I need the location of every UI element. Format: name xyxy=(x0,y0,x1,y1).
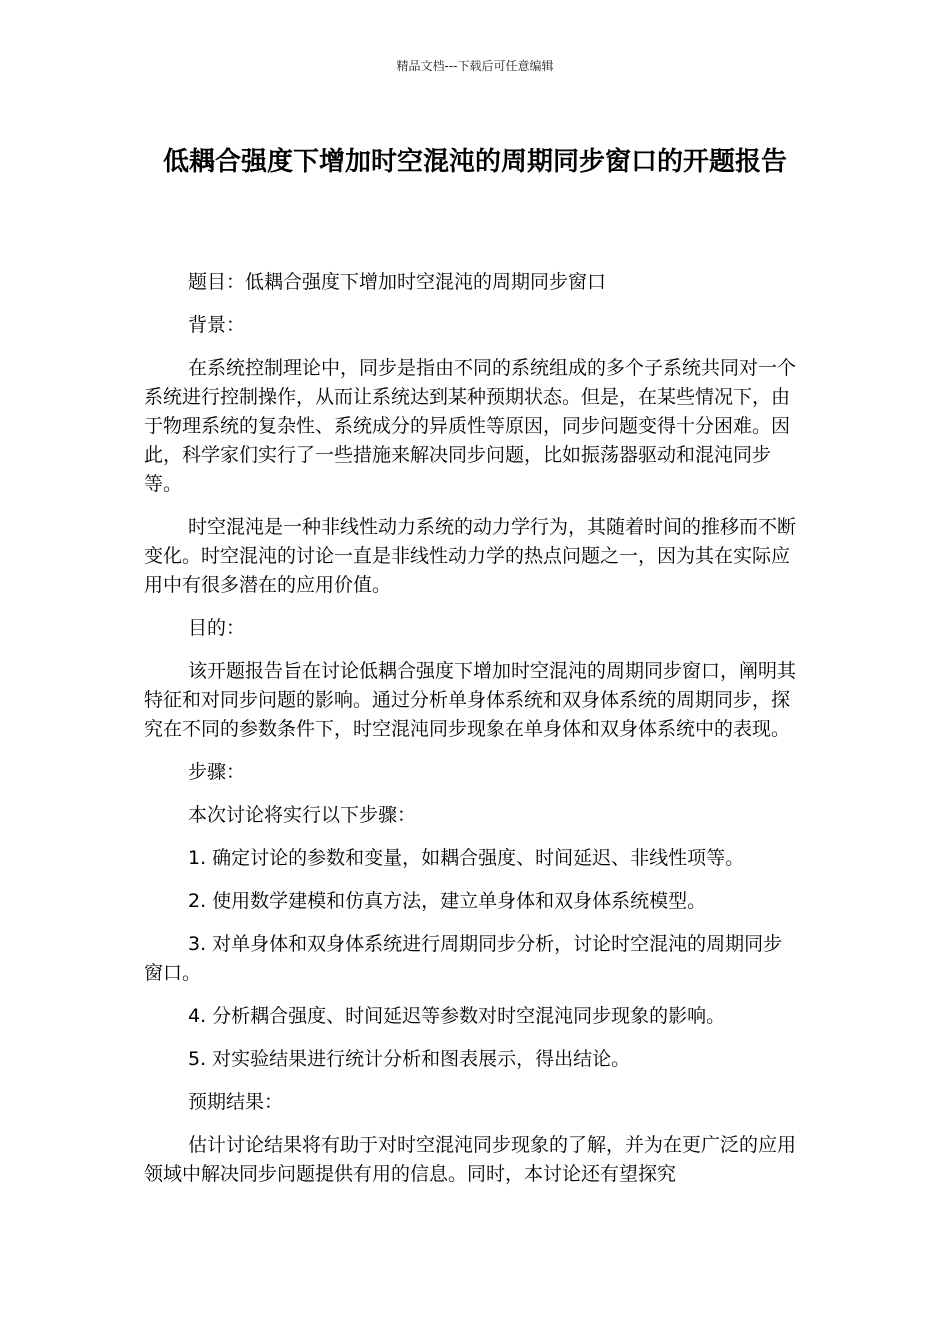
step-item-4: 4. 分析耦合强度、时间延迟等参数对时空混沌同步现象的影响。 xyxy=(188,1005,726,1027)
topic-line: 题目：低耦合强度下增加时空混沌的周期同步窗口 xyxy=(188,271,607,293)
step-item-3: 3. 对单身体和双身体系统进行周期同步分析，讨论时空混沌的周期同步窗口。 xyxy=(144,933,783,984)
expected-results-paragraph: 估计讨论结果将有助于对时空混沌同步现象的了解，并为在更广泛的应用领域中解决同步问题提供有用的信息。同时，本讨论还有望探究 xyxy=(144,1134,797,1185)
background-paragraph-1: 在系统控制理论中，同步是指由不同的系统组成的多个子系统共同对一个系统进行控制操作，从而让系统达到某种预期状态。但是，在某些情况下，由于物理系统的复杂性、系统成分的异质性等原因，同步问题变得十分困难。因此，科学家们实行了一些措施来解决同步问题，比如振荡器驱动和混沌同步等。 xyxy=(144,357,797,495)
steps-intro: 本次讨论将实行以下步骤： xyxy=(188,804,417,826)
background-paragraph-2: 时空混沌是一种非线性动力系统的动力学行为，其随着时间的推移而不断变化。时空混沌的讨论一直是非线性动力学的热点问题之一，因为其在实际应用中有很多潜在的应用价值。 xyxy=(144,516,797,596)
purpose-paragraph: 该开题报告旨在讨论低耦合强度下增加时空混沌的周期同步窗口，阐明其特征和对同步问题的影响。通过分析单身体系统和双身体系统的周期同步，探究在不同的参数条件下，时空混沌同步现象在单身体和双身体系统中的表现。 xyxy=(144,660,797,740)
purpose-heading: 目的： xyxy=(188,617,246,639)
step-item-5: 5. 对实验结果进行统计分析和图表展示，得出结论。 xyxy=(188,1048,631,1070)
background-heading: 背景： xyxy=(188,314,246,336)
document-title: 低耦合强度下增加时空混沌的周期同步窗口的开题报告 xyxy=(162,147,787,177)
step-item-2: 2. 使用数学建模和仿真方法，建立单身体和双身体系统模型。 xyxy=(188,890,707,912)
steps-heading: 步骤： xyxy=(188,761,246,783)
header-note: 精品文档---下载后可任意编辑 xyxy=(396,59,554,73)
expected-results-heading: 预期结果： xyxy=(188,1091,284,1113)
step-item-1: 1. 确定讨论的参数和变量，如耦合强度、时间延迟、非线性项等。 xyxy=(188,847,745,869)
document-body xyxy=(144,268,799,1203)
